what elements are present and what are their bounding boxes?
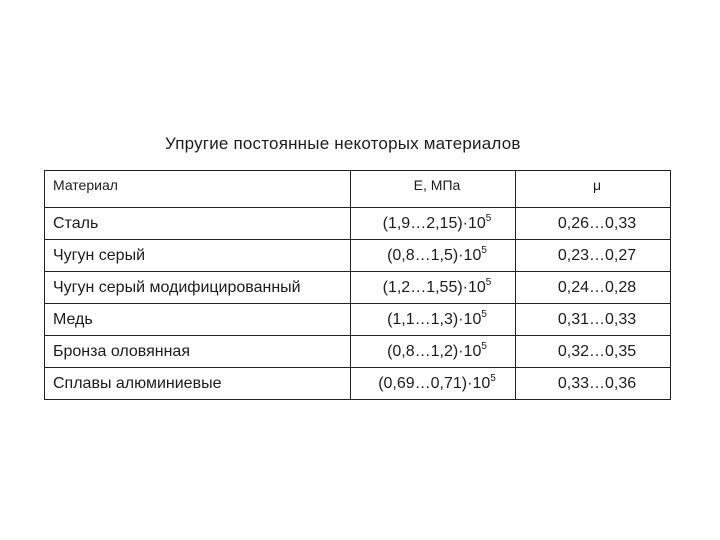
table-row bbox=[45, 336, 671, 368]
elastic-modulus-cell bbox=[351, 304, 516, 336]
table-row bbox=[45, 272, 671, 304]
modulus-exponent: 5 bbox=[481, 244, 487, 256]
modulus-multiplier: ·10 bbox=[462, 278, 486, 296]
table-header-row bbox=[45, 171, 671, 208]
table-row bbox=[45, 368, 671, 400]
modulus-multiplier: ·10 bbox=[462, 214, 486, 232]
header-poisson-ratio: μ bbox=[516, 171, 671, 208]
material-name: Медь bbox=[45, 304, 351, 336]
table-row bbox=[45, 208, 671, 240]
material-name: Бронза оловянная bbox=[45, 336, 351, 368]
modulus-multiplier: ·10 bbox=[458, 246, 482, 264]
modulus-exponent: 5 bbox=[481, 308, 487, 320]
modulus-exponent: 5 bbox=[481, 340, 487, 352]
modulus-multiplier: ·10 bbox=[458, 342, 482, 360]
table-title: Упругие постоянные некоторых материалов bbox=[165, 134, 521, 153]
modulus-range: (1,9…2,15) bbox=[382, 214, 463, 232]
poisson-ratio-cell: 0,23…0,27 bbox=[516, 240, 671, 272]
material-name: Сталь bbox=[45, 208, 351, 240]
elastic-modulus-cell bbox=[351, 208, 516, 240]
modulus-range: (0,69…0,71) bbox=[378, 374, 468, 392]
poisson-ratio-cell: 0,26…0,33 bbox=[516, 208, 671, 240]
material-name: Чугун серый bbox=[45, 240, 351, 272]
poisson-ratio-cell: 0,24…0,28 bbox=[516, 272, 671, 304]
modulus-exponent: 5 bbox=[485, 276, 492, 288]
modulus-multiplier: ·10 bbox=[467, 374, 491, 392]
materials-table bbox=[44, 170, 671, 400]
modulus-exponent: 5 bbox=[490, 372, 496, 384]
modulus-range: (1,1…1,3) bbox=[387, 310, 459, 328]
elastic-modulus-cell bbox=[351, 368, 516, 400]
table-row bbox=[45, 304, 671, 336]
modulus-range: (0,8…1,5) bbox=[387, 246, 459, 264]
header-material: Материал bbox=[45, 171, 351, 208]
elastic-modulus-cell bbox=[351, 272, 516, 304]
poisson-ratio-cell: 0,32…0,35 bbox=[516, 336, 671, 368]
header-elastic-modulus: E, МПа bbox=[351, 171, 516, 208]
elastic-modulus-cell bbox=[351, 336, 516, 368]
elastic-modulus-cell bbox=[351, 240, 516, 272]
modulus-multiplier: ·10 bbox=[458, 310, 482, 328]
poisson-ratio-cell: 0,31…0,33 bbox=[516, 304, 671, 336]
modulus-range: (1,2…1,55) bbox=[382, 278, 463, 296]
material-name: Чугун серый модифицированный bbox=[45, 272, 351, 304]
modulus-range: (0,8…1,2) bbox=[387, 342, 459, 360]
poisson-ratio-cell: 0,33…0,36 bbox=[516, 368, 671, 400]
material-name: Сплавы алюминиевые bbox=[45, 368, 351, 400]
modulus-exponent: 5 bbox=[485, 212, 492, 224]
table-row bbox=[45, 240, 671, 272]
